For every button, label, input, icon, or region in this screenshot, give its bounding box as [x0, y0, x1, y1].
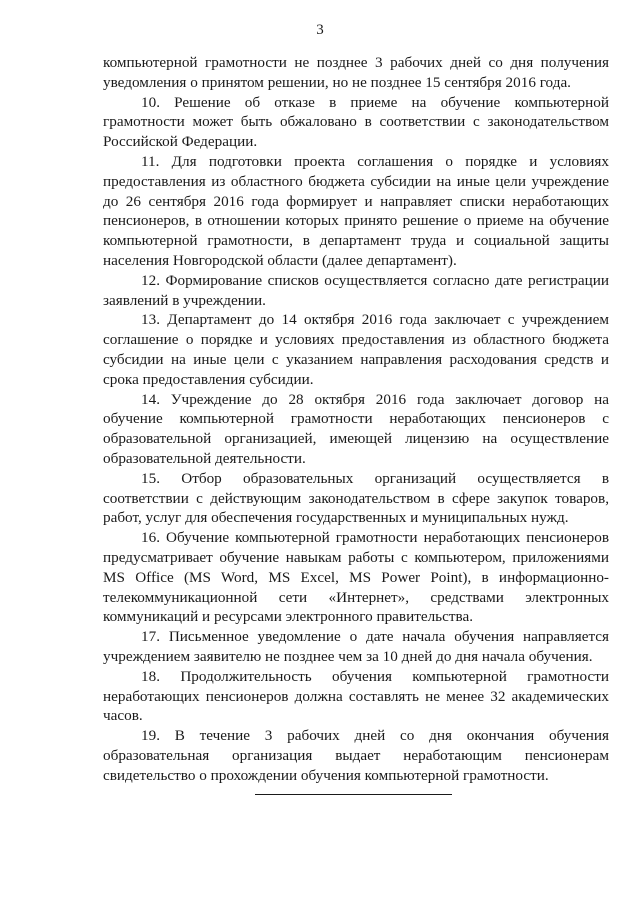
paragraph-16: 16. Обучение компьютерной грамотности неработающих пенсионеров предусматривает обучение навыкам работы с компьютером, приложениями MS Office (MS Word, MS Excel, MS Power Point), в информационно-телекоммуникационной сети «Интернет», средствами электронных коммуникаций и ресурсами электронного правительства.	[103, 529, 609, 626]
paragraph-10: 10. Решение об отказе в приеме на обучение компьютерной грамотности может быть обжаловано в соответствии с законодательством Российской Федерации.	[103, 93, 609, 151]
paragraph-11: 11. Для подготовки проекта соглашения о порядке и условиях предоставления из областного бюджета субсидии на иные цели учреждение до 26 сентября 2016 года формирует и направляет списки неработающих пенсионеров, в отношении которых принято решение о приеме на обучение компьютерной грамотности, в департамент труда и социальной защиты населения Новгородской области (далее департамент).	[103, 152, 609, 269]
paragraph-19: 19. В течение 3 рабочих дней со дня окончания обучения образовательная организация выдает неработающим пенсионерам свидетельство о прохождении обучения компьютерной грамотности.	[103, 727, 609, 784]
paragraph-12: 12. Формирование списков осуществляется согласно дате регистрации заявлений в учреждении.	[103, 271, 609, 309]
paragraph-continuation: компьютерной грамотности не позднее 3 рабочих дней со дня получения уведомления о принятом решении, но не позднее 15 сентября 2016 года.	[103, 54, 609, 91]
paragraph-14: 14. Учреждение до 28 октября 2016 года заключает договор на обучение компьютерной грамотности неработающих пенсионеров с образовательной организацией, имеющей лицензию на осуществление образовательной деятельности.	[103, 390, 609, 467]
paragraph-13: 13. Департамент до 14 октября 2016 года заключает с учреждением соглашение о порядке и условиях предоставления из областного бюджета субсидии на иные цели с указанием направления расходования средств и срока предоставления субсидии.	[103, 311, 609, 388]
document-body	[103, 53, 609, 785]
paragraph-15: 15. Отбор образовательных организаций осуществляется в соответствии с действующим законодательством в сфере закупок товаров, работ, услуг для обеспечения государственных и муниципальных нужд.	[103, 469, 609, 527]
paragraph-17: 17. Письменное уведомление о дате начала обучения направляется учреждением заявителю не позднее чем за 10 дней до дня начала обучения.	[103, 628, 609, 665]
closing-rule-line	[255, 794, 452, 795]
page-number: 3	[316, 22, 324, 38]
paragraph-18: 18. Продолжительность обучения компьютерной грамотности неработающих пенсионеров должна составлять не менее 32 академических часов.	[103, 667, 609, 725]
